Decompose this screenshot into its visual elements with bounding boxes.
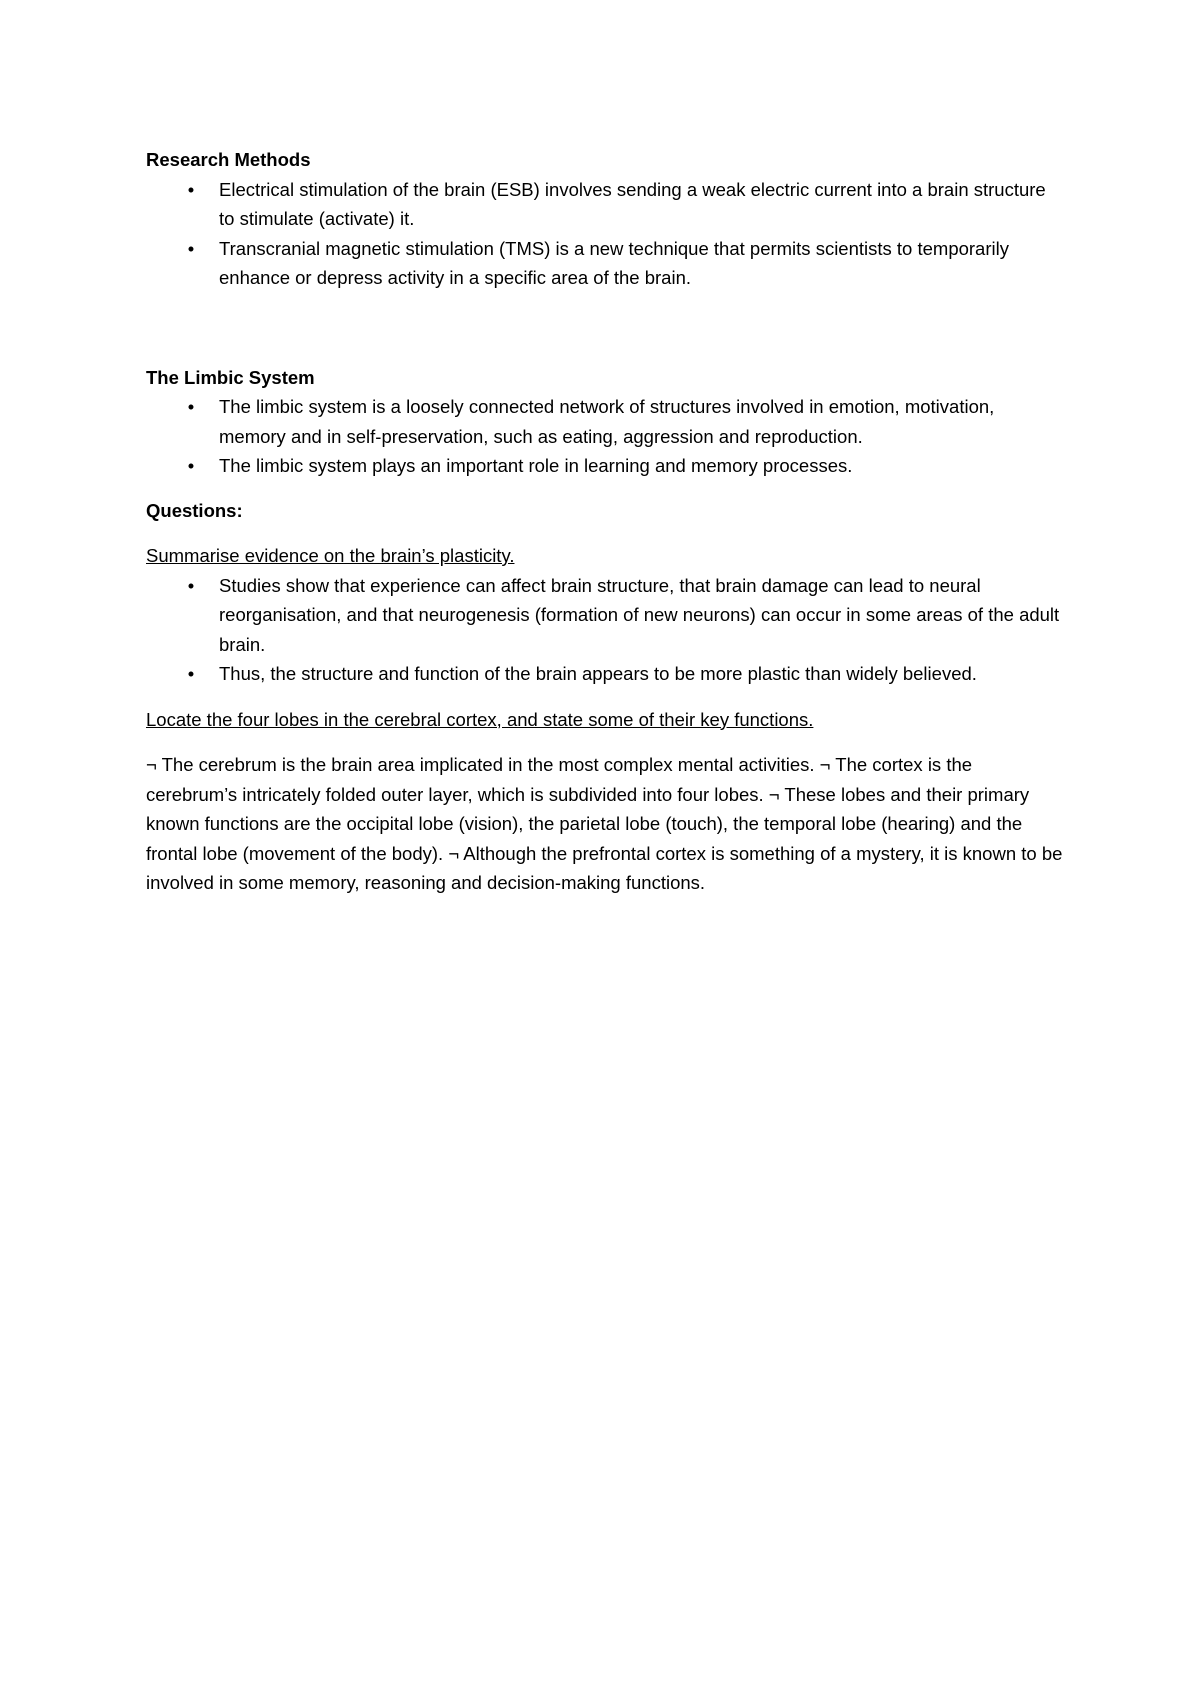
question-prompt-four-lobes: Locate the four lobes in the cerebral cortex, and state some of their key functions. (146, 708, 814, 730)
bullet-icon: • (187, 455, 195, 476)
bullet-icon: • (187, 237, 195, 259)
section-heading-questions: Questions: (146, 499, 243, 521)
bullet-icon: • (187, 574, 195, 596)
four-lobes-answer-paragraph: ¬ The cerebrum is the brain area implicated in the most complex mental activities. ¬ The cortex is the cerebrum’s intricately folded outer layer, which is subdivided into four lobes. ¬ These lobes and their primary known functions are the occipital lobe (vision), the parietal lobe (touch), the temporal lobe (hearing) and the frontal lobe (movement of the body). ¬ Although the prefrontal cortex is something of a mystery, it is known to be involved in some memory, reasoning and decision-making functions. (146, 754, 1063, 893)
list-item-text: Studies show that experience can affect brain structure, that brain damage can lead to neural reorganisation, and that neurogenesis (formation of new neurons) can occur in some areas of the adult brain. (219, 574, 1060, 655)
bullet-icon: • (187, 663, 195, 684)
bullet-icon: • (187, 396, 195, 417)
list-item (146, 175, 1066, 234)
list-item (146, 451, 1066, 481)
section-heading-limbic-system: The Limbic System (146, 366, 315, 388)
list-item-text: The limbic system plays an important role in learning and memory processes. (219, 455, 853, 476)
list-item-text: The limbic system is a loosely connected network of structures involved in emotion, motivation, memory and in self-preservation, such as eating, aggression and reproduction. (219, 396, 995, 447)
plasticity-answer-list (146, 571, 1066, 689)
question-prompt-plasticity: Summarise evidence on the brain’s plasticity. (146, 545, 515, 566)
list-item (146, 392, 1066, 451)
list-item-text: Thus, the structure and function of the brain appears to be more plastic than widely believed. (219, 663, 977, 684)
document-body (146, 145, 1066, 898)
list-item-text: Transcranial magnetic stimulation (TMS) is a new technique that permits scientists to temporarily enhance or depress activity in a specific area of the brain. (219, 237, 1009, 288)
list-item (146, 571, 1066, 660)
research-methods-list (146, 175, 1066, 293)
limbic-system-list (146, 392, 1066, 481)
section-heading-research-methods: Research Methods (146, 149, 311, 170)
list-item (146, 234, 1066, 293)
list-item (146, 659, 1066, 689)
bullet-icon: • (187, 178, 195, 200)
list-item-text: Electrical stimulation of the brain (ESB) involves sending a weak electric current into a brain structure to stimulate (activate) it. (219, 178, 1046, 229)
